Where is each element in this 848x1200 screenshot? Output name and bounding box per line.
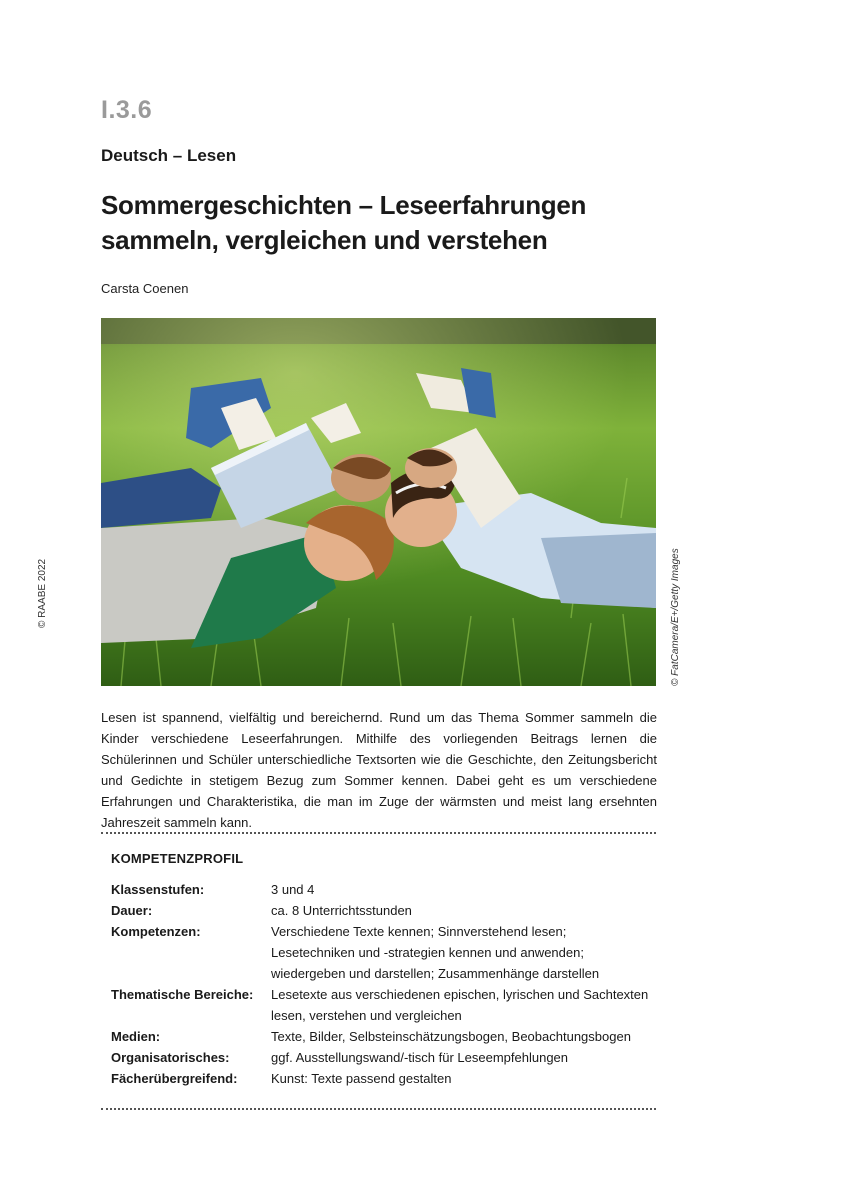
page-title [101,188,661,258]
profile-value: Verschiedene Texte kennen; Sinnverstehend lesen; Lesetechniken und -strategien kennen und anwenden; wiedergeben und darstellen; Zusammenhänge darstellen [271,924,600,981]
profile-row [111,1026,651,1047]
profile-label: Kompetenzen: [111,924,201,939]
profile-heading: KOMPETENZPROFIL [111,851,244,866]
photo-credit: © FatCamera/E+/Getty Images [670,548,681,686]
profile-value: Kunst: Texte passend gestalten [271,1071,452,1086]
profile-label: Thematische Bereiche: [111,987,254,1002]
profile-row [111,1068,651,1089]
title-line-1: Sommergeschichten – Leseerfahrungen [101,190,587,220]
profile-row [111,1047,651,1068]
profile-label: Klassenstufen: [111,882,205,897]
profile-value: 3 und 4 [271,882,315,897]
intro-paragraph: Lesen ist spannend, vielfältig und bereichernd. Rund um das Thema Sommer sammeln die Kinder verschiedene Leseerfahrungen. Mithilfe des vorliegenden Beitrags lernen die Schülerinnen und Schüler unterschiedliche Textsorten wie die Geschichte, den Zeitungsbericht und Gedichte in stetigem Bezug zum Sommer kennen. Dabei geht es um verschiedene Erfahrungen und Charakteristika, die man im Zuge der wärmsten und meist lang ersehnten Jahreszeit sammeln kann. [101,710,657,830]
profile-label: Medien: [111,1029,161,1044]
competence-profile-table [111,879,651,1089]
profile-label: Organisatorisches: [111,1050,230,1065]
copyright-notice: © RAABE 2022 [37,558,48,628]
profile-value: Texte, Bilder, Selbsteinschätzungsbogen, Beobachtungsbogen [271,1029,631,1044]
profile-row [111,879,651,900]
author: Carsta Coenen [101,281,189,296]
profile-value: ggf. Ausstellungswand/-tisch für Leseempfehlungen [271,1050,569,1065]
cover-photo [101,318,656,686]
section-code: I.3.6 [101,96,153,124]
profile-label: Fächerübergreifend: [111,1071,238,1086]
dotted-divider-top [101,832,656,834]
profile-value: ca. 8 Unterrichtsstunden [271,903,412,918]
dotted-divider-bottom [101,1108,656,1110]
title-line-2: sammeln, vergleichen und verstehen [101,225,548,255]
profile-row [111,984,651,1026]
profile-value: Lesetexte aus verschiedenen epischen, lyrischen und Sachtexten lesen, verstehen und vergleichen [271,987,649,1023]
profile-row [111,921,651,984]
subject-heading: Deutsch – Lesen [101,146,237,165]
profile-row [111,900,651,921]
profile-label: Dauer: [111,903,153,918]
